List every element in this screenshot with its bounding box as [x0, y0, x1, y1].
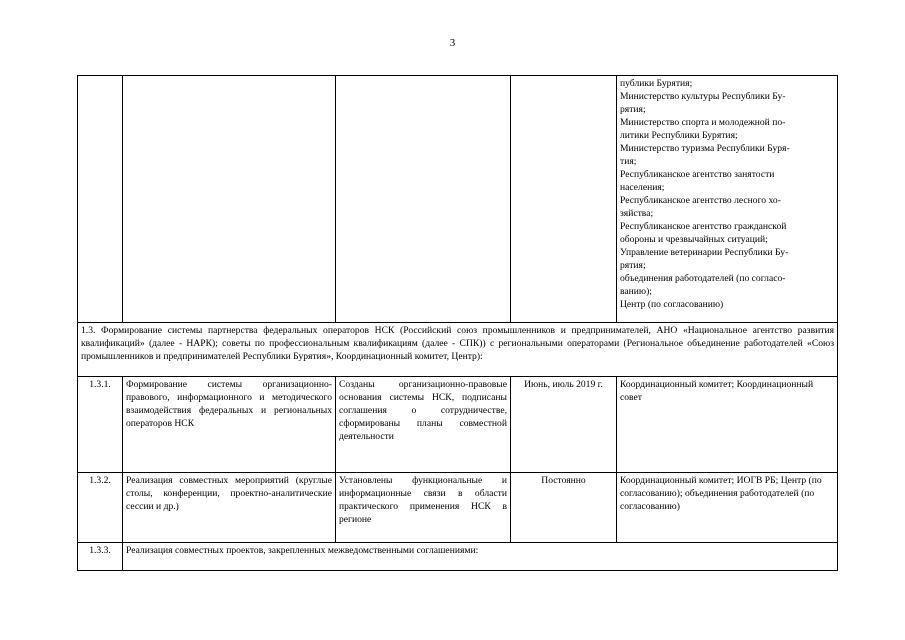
plan-table	[77, 75, 838, 571]
responsible-line: обороны и чрезвычайных ситуаций;	[620, 234, 768, 245]
row-number: 1.3.2.	[78, 473, 123, 543]
activity-text: Реализация совместных проектов, закрепленных межведомственными соглашениями:	[123, 543, 838, 571]
responsible-text: Координационный комитет; ИОГВ РБ; Центр (по согласованию); объединения работодателей (по согласованию)	[617, 473, 838, 543]
responsible-line: Министерство культуры Республики Бу-	[620, 91, 786, 102]
activity-text: Формирование системы организационно-правового, информационного и методического взаимодействия федеральных и региональных операторов НСК	[123, 377, 336, 473]
term-text: Постоянно	[511, 473, 617, 543]
row-number: 1.3.3.	[78, 543, 123, 571]
result-cell	[336, 76, 511, 323]
term-text: Июнь, июль 2019 г.	[511, 377, 617, 473]
responsible-line: тия;	[620, 156, 637, 167]
activity-cell	[123, 76, 336, 323]
responsible-line: рятия;	[620, 104, 646, 115]
responsible-line: Министерство туризма Республики Буря-	[620, 143, 790, 154]
responsible-line: Управление ветеринарии Республики Бу-	[620, 247, 789, 258]
result-text: Созданы организационно-правовые основания системы НСК, подписаны соглашения о сотрудничестве, сформированы планы совместной деятельности	[336, 377, 511, 473]
responsible-line: населения;	[620, 182, 665, 193]
term-cell	[511, 76, 617, 323]
section-heading: 1.3. Формирование системы партнерства федеральных операторов НСК (Российский союз промышленников и предпринимателей, АНО «Национальное агентство развития квалификаций» (далее - НАРК); советы по профессиональным квалификациям (далее - СПК)) с региональными операторами (Региональное объединение работодателей «Союз промышленников и предпринимателей Республики Бурятия», Координационный комитет, Центр):	[78, 323, 838, 377]
responsible-cell	[617, 76, 838, 323]
responsible-line: Республиканское агентство занятости	[620, 169, 775, 180]
activity-text: Реализация совместных мероприятий (круглые столы, конференции, проектно-аналитические сессии и др.)	[123, 473, 336, 543]
row-number: 1.3.1.	[78, 377, 123, 473]
responsible-line: рятия;	[620, 260, 646, 271]
num-cell	[78, 76, 123, 323]
responsible-line: Республиканское агентство гражданской	[620, 221, 787, 232]
section-row	[78, 323, 838, 377]
responsible-line: ванию);	[620, 286, 652, 297]
responsible-line: зяйства;	[620, 208, 654, 219]
result-text: Установлены функциональные и информационные связи в области практического применения НСК в регионе	[336, 473, 511, 543]
responsible-line: литики Республики Бурятия;	[620, 130, 738, 141]
responsible-line: публики Бурятия;	[620, 78, 693, 89]
responsible-line: Центр (по согласованию)	[620, 299, 724, 310]
page-number: 3	[449, 37, 456, 49]
responsible-text: Координационный комитет; Координационный совет	[617, 377, 838, 473]
table-row	[78, 473, 838, 543]
table-row	[78, 543, 838, 571]
table-row	[78, 377, 838, 473]
responsible-line: Министерство спорта и молодежной по-	[620, 117, 786, 128]
continuation-row	[78, 76, 838, 323]
responsible-line: объединения работодателей (по согласо-	[620, 273, 786, 284]
responsible-line: Республиканское агентство лесного хо-	[620, 195, 781, 206]
